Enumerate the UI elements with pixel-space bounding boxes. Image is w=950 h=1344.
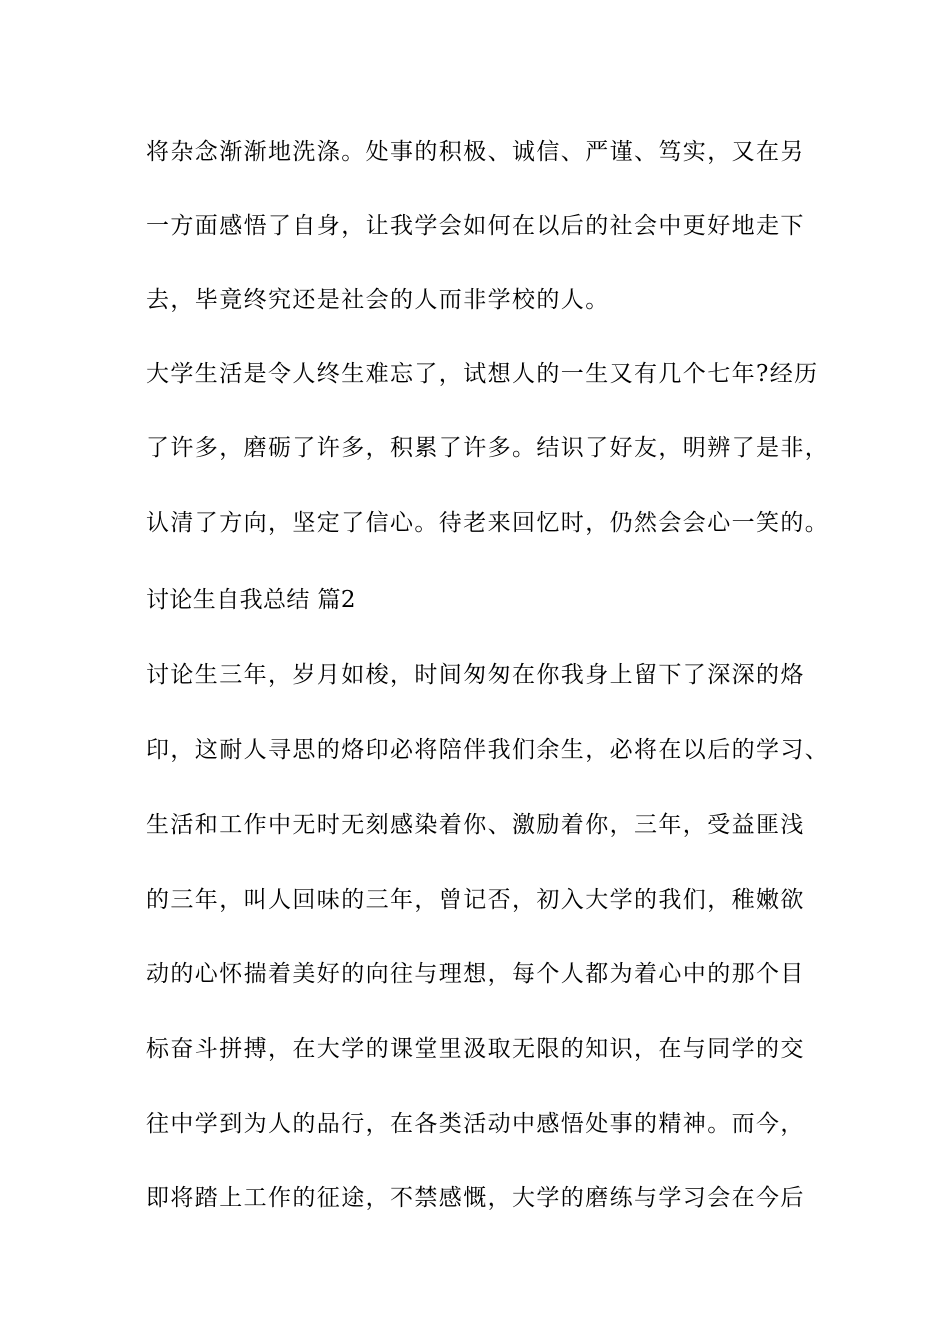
paragraph-line: 的三年，叫人回味的三年，曾记否，初入大学的我们，稚嫩欲 bbox=[146, 887, 805, 913]
paragraph-line: 讨论生三年，岁月如梭，时间匆匆在你我身上留下了深深的烙 bbox=[146, 662, 805, 688]
paragraph-line: 往中学到为人的品行，在各类活动中感悟处事的精神。而今， bbox=[146, 1111, 805, 1137]
paragraph-line: 动的心怀揣着美好的向往与理想，每个人都为着心中的那个目 bbox=[146, 961, 805, 987]
section-heading: 讨论生自我总结 篇2 bbox=[146, 587, 356, 613]
paragraph-line: 一方面感悟了自身，让我学会如何在以后的社会中更好地走下 bbox=[146, 213, 805, 239]
paragraph-line: 了许多，磨砺了许多，积累了许多。结识了好友，明辨了是非， bbox=[146, 435, 830, 461]
paragraph-line: 印，这耐人寻思的烙印必将陪伴我们余生，必将在以后的学习、 bbox=[146, 737, 830, 763]
paragraph-line: 大学生活是令人终生难忘了，试想人的一生又有几个七年?经历 bbox=[146, 361, 819, 387]
paragraph-line: 即将踏上工作的征途，不禁感慨，大学的磨练与学习会在今后 bbox=[146, 1185, 805, 1211]
paragraph-line: 将杂念渐渐地洗涤。处事的积极、诚信、严谨、笃实，又在另 bbox=[146, 139, 805, 165]
paragraph-line: 标奋斗拼搏，在大学的课堂里汲取无限的知识，在与同学的交 bbox=[146, 1036, 805, 1062]
paragraph-line: 生活和工作中无时无刻感染着你、激励着你，三年，受益匪浅 bbox=[146, 812, 805, 838]
paragraph-line: 去，毕竟终究还是社会的人而非学校的人。 bbox=[146, 287, 610, 313]
paragraph-line: 认清了方向，坚定了信心。待老来回忆时，仍然会会心一笑的。 bbox=[146, 510, 830, 536]
